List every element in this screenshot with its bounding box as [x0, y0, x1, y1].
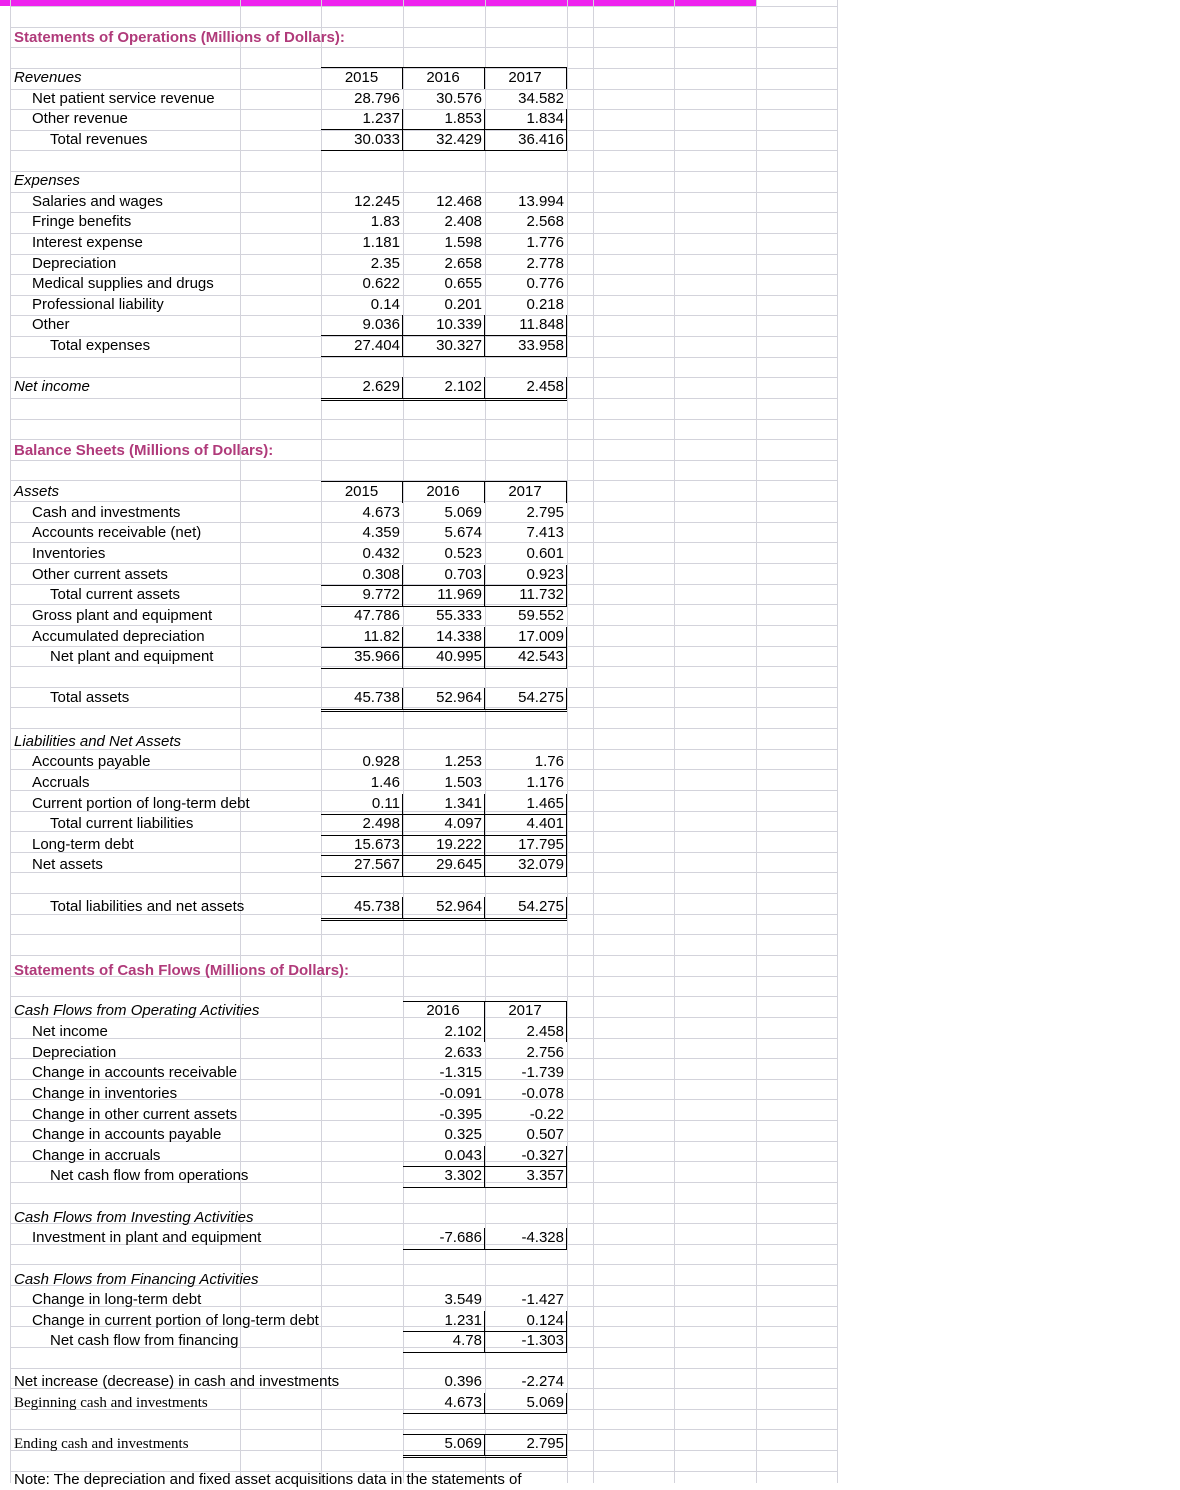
cell-value: -2.274: [521, 1373, 564, 1390]
cell-border: [566, 481, 567, 503]
cell-value: 0.776: [526, 275, 564, 292]
note-text: Note: The depreciation and fixed asset acquisitions data in the statements of: [14, 1471, 522, 1488]
cell-value: 1.46: [370, 774, 400, 791]
cell-border: [566, 794, 567, 814]
cell-border: [566, 585, 567, 606]
row-label: Accounts payable: [32, 753, 151, 770]
cell-border: [484, 1228, 485, 1249]
grid-row-line: [10, 1264, 838, 1265]
cell-value: 2.795: [526, 1435, 564, 1452]
cell-border: [402, 315, 403, 335]
cell-value: -0.091: [439, 1085, 482, 1102]
year-header: 2016: [426, 69, 460, 86]
grid-row-line: [10, 419, 838, 420]
cell-value: 2.102: [444, 1023, 482, 1040]
row-label: Net income: [32, 1023, 108, 1040]
cell-value: 54.275: [518, 898, 564, 915]
row-label: Total expenses: [50, 337, 151, 354]
cell-value: 2.498: [362, 815, 400, 832]
cell-border: [403, 1457, 567, 1458]
cell-value: 1.465: [526, 795, 564, 812]
cell-border: [566, 814, 567, 876]
cell-value: 0.928: [362, 753, 400, 770]
cell-value: 4.359: [362, 524, 400, 541]
year-header: 2017: [508, 1002, 542, 1019]
row-label: Current portion of long-term debt: [32, 795, 250, 812]
cell-value: -0.22: [529, 1106, 564, 1123]
cell-value: 45.738: [354, 689, 400, 706]
cell-border: [402, 647, 403, 668]
row-label: Change in other current assets: [32, 1106, 238, 1123]
cell-border: [484, 897, 485, 918]
cell-value: 19.222: [436, 836, 482, 853]
cell-border: [484, 627, 485, 647]
cell-value: -1.303: [521, 1332, 564, 1349]
cell-value: 2.408: [444, 213, 482, 230]
cell-value: 2.658: [444, 255, 482, 272]
cell-value: 59.552: [518, 607, 564, 624]
grid-row-line: [10, 1429, 838, 1430]
cell-border: [402, 335, 403, 356]
grid-column-line: [756, 0, 757, 1483]
row-label: Net cash flow from operations: [50, 1167, 249, 1184]
row-label: Professional liability: [32, 296, 164, 313]
grid-column-line: [837, 0, 838, 1483]
cell-value: 0.507: [526, 1126, 564, 1143]
cell-border: [566, 565, 567, 585]
cell-value: -0.078: [521, 1085, 564, 1102]
grid-row-line: [10, 357, 838, 358]
cell-border: [484, 335, 485, 356]
cell-value: 0.703: [444, 566, 482, 583]
cell-value: 1.76: [534, 753, 564, 770]
cell-value: 0.523: [444, 545, 482, 562]
cell-value: 1.83: [370, 213, 400, 230]
cell-value: 10.339: [436, 316, 482, 333]
operations-title: Statements of Operations (Millions of Dollars):: [14, 29, 345, 46]
cell-border: [321, 481, 567, 482]
cell-border: [484, 585, 485, 606]
cell-border: [484, 794, 485, 814]
cell-value: -0.395: [439, 1106, 482, 1123]
cell-value: 32.079: [518, 856, 564, 873]
cell-value: 0.432: [362, 545, 400, 562]
cell-value: 2.756: [526, 1044, 564, 1061]
year-header: 2017: [508, 483, 542, 500]
year-header: 2017: [508, 69, 542, 86]
financing-heading: Cash Flows from Financing Activities: [14, 1271, 259, 1288]
cell-border: [321, 356, 567, 357]
cell-value: 27.567: [354, 856, 400, 873]
cell-border: [321, 398, 567, 399]
row-label: Beginning cash and investments: [14, 1395, 208, 1411]
cell-value: 36.416: [518, 131, 564, 148]
row-label: Depreciation: [32, 255, 117, 272]
cell-border: [402, 481, 403, 503]
cell-value: -1.315: [439, 1064, 482, 1081]
cell-value: 2.795: [526, 504, 564, 521]
cell-border: [403, 1187, 567, 1188]
cell-border: [566, 335, 567, 356]
cell-border: [321, 606, 567, 607]
cell-value: 0.14: [370, 296, 400, 313]
cell-value: 5.674: [444, 524, 482, 541]
row-label: Net income: [14, 378, 90, 395]
cell-border: [403, 1352, 567, 1353]
cell-value: 11.82: [363, 628, 400, 645]
cell-border: [402, 897, 403, 918]
cell-border: [402, 129, 403, 150]
cell-value: -0.327: [521, 1147, 564, 1164]
grid-row-line: [10, 728, 838, 729]
grid-column-line: [10, 0, 11, 1483]
cell-value: 15.673: [354, 836, 400, 853]
row-label: Total revenues: [50, 131, 148, 148]
year-header: 2016: [426, 483, 460, 500]
cell-border: [484, 1434, 485, 1455]
cell-border: [402, 814, 403, 876]
cell-value: 1.776: [526, 234, 564, 251]
cell-value: 29.645: [436, 856, 482, 873]
cell-value: 13.994: [518, 193, 564, 210]
cell-value: 17.009: [518, 628, 564, 645]
grid-row-line: [10, 934, 838, 935]
cell-value: 11.848: [519, 316, 564, 333]
cell-value: 52.964: [436, 689, 482, 706]
cell-border: [321, 814, 567, 815]
grid-row-line: [10, 893, 838, 894]
cell-border: [566, 1001, 567, 1042]
row-label: Net patient service revenue: [32, 90, 215, 107]
cell-value: 28.796: [354, 90, 400, 107]
row-label: Interest expense: [32, 234, 143, 251]
cell-value: 1.834: [526, 110, 564, 127]
grid-column-line: [321, 0, 322, 1483]
cell-border: [403, 1331, 567, 1332]
row-label: Other current assets: [32, 566, 168, 583]
cell-value: -1.739: [521, 1064, 564, 1081]
cell-border: [403, 1166, 567, 1167]
cell-value: 11.732: [519, 586, 564, 603]
cell-border: [566, 1434, 567, 1455]
row-label: Gross plant and equipment: [32, 607, 213, 624]
cell-value: 1.253: [444, 753, 482, 770]
cell-border: [403, 1249, 567, 1250]
cell-value: -1.427: [521, 1291, 564, 1308]
cell-value: -4.328: [521, 1229, 564, 1246]
cell-border: [321, 647, 567, 648]
cell-border: [566, 688, 567, 709]
cell-value: 0.11: [371, 795, 400, 812]
row-label: Accumulated depreciation: [32, 628, 205, 645]
row-label: Inventories: [32, 545, 106, 562]
cell-value: 33.958: [518, 337, 564, 354]
cell-value: 1.181: [362, 234, 400, 251]
cell-border: [321, 585, 567, 586]
revenues-heading: Revenues: [14, 69, 82, 86]
row-label: Change in accounts payable: [32, 1126, 222, 1143]
cell-value: 2.778: [526, 255, 564, 272]
cell-border: [402, 688, 403, 709]
row-label: Net increase (decrease) in cash and investments: [14, 1373, 340, 1390]
year-header: 2015: [344, 69, 379, 86]
cell-border: [566, 377, 567, 398]
operating-heading: Cash Flows from Operating Activities: [14, 1002, 260, 1019]
cell-value: 0.923: [526, 566, 564, 583]
cell-value: 9.036: [362, 316, 400, 333]
cell-border: [403, 1413, 567, 1414]
cell-border: [566, 67, 567, 89]
cell-value: 55.333: [436, 607, 482, 624]
cell-value: 12.468: [436, 193, 482, 210]
cell-border: [566, 647, 567, 668]
row-label: Other: [32, 316, 70, 333]
cell-value: 5.069: [444, 504, 482, 521]
cell-value: 7.413: [526, 524, 564, 541]
row-label: Net cash flow from financing: [50, 1332, 239, 1349]
row-label: Change in long-term debt: [32, 1291, 202, 1308]
cell-border: [566, 897, 567, 918]
cell-value: 4.673: [444, 1394, 482, 1411]
grid-column-line: [240, 0, 241, 1483]
cell-value: 4.78: [452, 1332, 482, 1349]
cell-value: 30.327: [436, 337, 482, 354]
row-label: Medical supplies and drugs: [32, 275, 214, 292]
cell-border: [321, 835, 567, 836]
cell-border: [321, 918, 567, 919]
cell-border: [403, 1434, 567, 1435]
cell-value: 2.35: [370, 255, 400, 272]
cell-value: 0.043: [444, 1147, 482, 1164]
cell-border: [566, 129, 567, 150]
row-label: Investment in plant and equipment: [32, 1229, 262, 1246]
cell-value: 1.176: [526, 774, 564, 791]
row-label: Depreciation: [32, 1044, 117, 1061]
cell-value: 2.633: [444, 1044, 482, 1061]
cell-value: 35.966: [354, 648, 400, 665]
cell-value: 5.069: [444, 1435, 482, 1452]
grid-column-line: [567, 0, 568, 1483]
cell-border: [484, 377, 485, 398]
row-label: Other revenue: [32, 110, 128, 127]
grid-row-line: [10, 996, 838, 997]
cell-value: 0.325: [444, 1126, 482, 1143]
cell-value: 4.401: [526, 815, 564, 832]
cell-border: [566, 627, 567, 647]
cell-border: [484, 688, 485, 709]
grid-row-line: [10, 955, 838, 956]
cell-value: 54.275: [518, 689, 564, 706]
row-label: Total liabilities and net assets: [50, 898, 245, 915]
cell-value: 1.341: [444, 795, 482, 812]
cell-value: 17.795: [518, 836, 564, 853]
cell-border: [321, 150, 567, 151]
cell-value: 2.458: [526, 378, 564, 395]
cell-border: [566, 1393, 567, 1413]
cell-value: 2.629: [362, 378, 400, 395]
cell-value: 27.404: [354, 337, 400, 354]
cell-border: [484, 315, 485, 335]
cell-value: 32.429: [436, 131, 482, 148]
grid-row-line: [10, 1203, 838, 1204]
cell-border: [402, 627, 403, 647]
cell-border: [484, 67, 485, 89]
cashflows-title: Statements of Cash Flows (Millions of Dollars):: [14, 962, 350, 979]
cell-value: 2.458: [526, 1023, 564, 1040]
cell-value: 0.201: [444, 296, 482, 313]
cell-value: -7.686: [439, 1229, 482, 1246]
expenses-heading: Expenses: [14, 172, 80, 189]
cell-border: [321, 67, 567, 68]
cell-border: [321, 129, 567, 130]
cell-border: [484, 129, 485, 150]
cell-border: [321, 711, 567, 712]
cell-value: 0.396: [444, 1373, 482, 1390]
grid-row-line: [10, 439, 838, 440]
cell-value: 3.357: [526, 1167, 564, 1184]
cell-border: [484, 1001, 485, 1042]
cell-value: 5.069: [526, 1394, 564, 1411]
cell-value: 1.598: [444, 234, 482, 251]
cell-value: 0.308: [362, 566, 400, 583]
cell-value: 2.568: [526, 213, 564, 230]
cell-border: [321, 400, 567, 401]
cell-value: 1.853: [444, 110, 482, 127]
cell-value: 1.237: [362, 110, 400, 127]
grid-column-line: [674, 0, 675, 1483]
year-header: 2015: [344, 483, 379, 500]
cell-border: [321, 920, 567, 921]
investing-heading: Cash Flows from Investing Activities: [14, 1209, 254, 1226]
cell-border: [566, 315, 567, 335]
cell-border: [484, 565, 485, 585]
cell-value: 40.995: [436, 648, 482, 665]
row-label: Accruals: [32, 774, 90, 791]
cell-border: [321, 709, 567, 710]
cell-border: [321, 335, 567, 336]
cell-border: [402, 67, 403, 89]
cell-border: [321, 668, 567, 669]
cell-value: 4.673: [362, 504, 400, 521]
cell-border: [484, 814, 485, 876]
year-header: 2016: [426, 1002, 460, 1019]
cell-border: [484, 481, 485, 503]
cell-border: [484, 109, 485, 129]
row-label: Total current liabilities: [50, 815, 194, 832]
cell-border: [484, 647, 485, 668]
row-label: Change in inventories: [32, 1085, 178, 1102]
row-label: Change in current portion of long-term debt: [32, 1312, 319, 1329]
cell-value: 0.218: [526, 296, 564, 313]
cell-border: [484, 1393, 485, 1413]
row-label: Ending cash and investments: [14, 1436, 189, 1452]
cell-value: 2.102: [444, 378, 482, 395]
cell-value: 11.969: [437, 586, 482, 603]
cell-border: [402, 585, 403, 606]
row-label: Total assets: [50, 689, 130, 706]
row-label: Net assets: [32, 856, 103, 873]
cell-border: [321, 876, 567, 877]
balance-title: Balance Sheets (Millions of Dollars):: [14, 442, 274, 459]
cell-value: 42.543: [518, 648, 564, 665]
assets-heading: Assets: [14, 483, 60, 500]
cell-value: 3.549: [444, 1291, 482, 1308]
row-label: Change in accounts receivable: [32, 1064, 238, 1081]
row-label: Cash and investments: [32, 504, 181, 521]
grid-row-line: [10, 6, 838, 7]
row-label: Total current assets: [50, 586, 181, 603]
cell-border: [403, 1001, 567, 1002]
cell-value: 52.964: [436, 898, 482, 915]
cell-value: 34.582: [518, 90, 564, 107]
cell-value: 30.576: [436, 90, 482, 107]
cell-border: [402, 565, 403, 585]
cell-value: 0.601: [526, 545, 564, 562]
cell-value: 4.097: [444, 815, 482, 832]
cell-value: 3.302: [444, 1167, 482, 1184]
cell-border: [566, 1228, 567, 1249]
row-label: Fringe benefits: [32, 213, 132, 230]
row-label: Salaries and wages: [32, 193, 163, 210]
cell-value: 1.503: [444, 774, 482, 791]
cell-border: [566, 109, 567, 129]
cell-border: [402, 109, 403, 129]
cell-value: 0.124: [526, 1312, 564, 1329]
row-label: Net plant and equipment: [50, 648, 214, 665]
row-label: Change in accruals: [32, 1147, 161, 1164]
liabilities-heading: Liabilities and Net Assets: [14, 733, 182, 750]
grid-column-line: [593, 0, 594, 1483]
cell-border: [402, 377, 403, 398]
cell-border: [403, 1455, 567, 1456]
cell-value: 12.245: [354, 193, 400, 210]
cell-border: [402, 794, 403, 814]
cell-value: 0.622: [362, 275, 400, 292]
cell-value: 45.738: [354, 898, 400, 915]
grid-row-line: [10, 1368, 838, 1369]
cell-value: 14.338: [436, 628, 482, 645]
cell-value: 30.033: [354, 131, 400, 148]
cell-value: 1.231: [444, 1312, 482, 1329]
cell-value: 9.772: [362, 586, 400, 603]
grid-row-line: [10, 171, 838, 172]
cell-value: 0.655: [444, 275, 482, 292]
row-label: Long-term debt: [32, 836, 134, 853]
cell-border: [321, 855, 567, 856]
row-label: Accounts receivable (net): [32, 524, 202, 541]
cell-value: 47.786: [354, 607, 400, 624]
